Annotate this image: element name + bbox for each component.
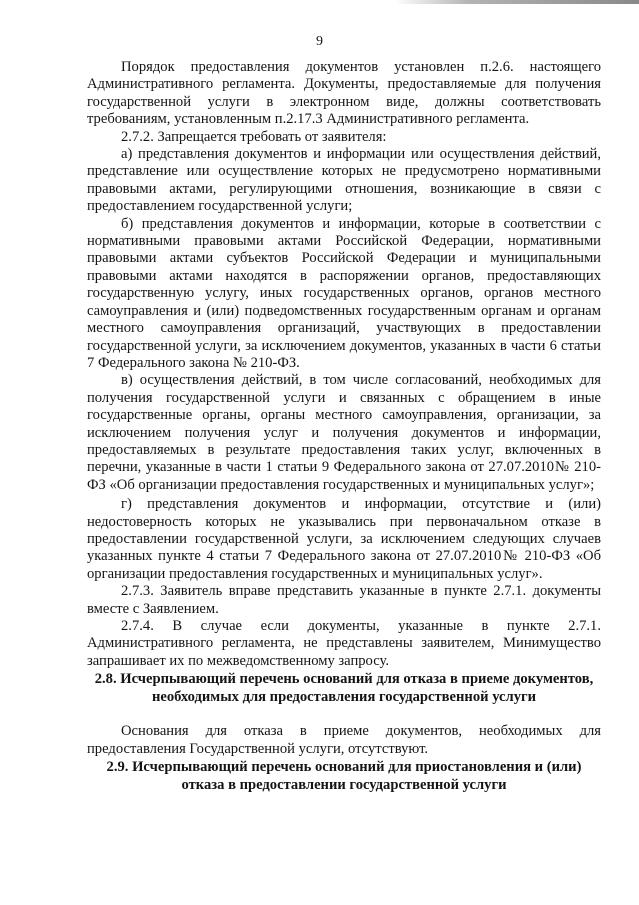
paragraph-2-7-4: 2.7.4. В случае если документы, указанные в пункте 2.7.1. Административного регламента, не представлены заявителем, Минимущество запрашивает их по межведомственному запросу. (87, 618, 601, 669)
paragraph-2-8-text: Основания для отказа в приеме документов, необходимых для предоставления Государственной услуги, отсутствуют. (87, 723, 601, 757)
paragraph-item-g: г) представления документов и информации, отсутствие и (или) недостоверность которых не указывались при первоначальном отказе в предоставлении государственной услуги, за исключением следующих случаев указанных пункте 4 статьи 7 Федерального закона от 27.07.2010№ 210-ФЗ «Об организации предоставления государственных и муниципальных услуг». (87, 496, 601, 582)
paragraph-2-7-2: 2.7.2. Запрещается требовать от заявителя: (121, 128, 387, 145)
paragraph-item-b: б) представления документов и информации, которые в соответствии с нормативными правовыми актами Российской Федерации, нормативными правовыми актами субъектов Российской Федерации и муниципальными правовыми актами находятся в распоряжении органов, предоставляющих государственную услугу, иных государственных органов, органов местного самоуправления и (или) подведомственных государственным органам и органам местного самоуправления организаций, участвующих в предоставлении государственной услуги, за исключением документов, указанных в части 6 статьи 7 Федерального закона № 210-ФЗ. (87, 215, 601, 371)
section-heading-2-9: 2.9. Исчерпывающий перечень оснований для приостановления и (или) отказа в предоставлении государственной услуги (106, 759, 582, 794)
scan-edge-shadow (395, 0, 639, 4)
paragraph-item-a: а) представления документов и информации или осуществления действий, представление или осуществление которых не предусмотрено нормативными правовыми актами, регулирующими отношения, возникающие в связи с предоставлением государственной услуги; (87, 146, 601, 215)
document-body (87, 59, 601, 794)
paragraph-2-7-3: 2.7.3. Заявитель вправе представить указанные в пункте 2.7.1. документы вместе с Заявлением. (87, 583, 601, 617)
section-heading-2-8: 2.8. Исчерпывающий перечень оснований для отказа в приеме документов, необходимых для предоставления государственной услуги (94, 671, 594, 706)
paragraph-document-order: Порядок предоставления документов установлен п.2.6. настоящего Административного регламента. Документы, предоставляемые для получения государственной услуги в электронном виде, должны соответствовать требованиям, установленным п.2.17.3 Административного регламента. (87, 59, 601, 128)
page-number: 9 (316, 34, 323, 49)
paragraph-item-v: в) осуществления действий, в том числе согласований, необходимых для получения государственной услуги и связанных с обращением в иные государственные органы, органы местного самоуправления, организации, за исключением получения услуг и получения документов и информации, предоставляемых в результате предоставления таких услуг, включенных в перечни, указанные в части 1 статьи 9 Федерального закона от 27.07.2010№ 210-ФЗ «Об организации предоставления государственных и муниципальных услуг»; (87, 372, 601, 493)
